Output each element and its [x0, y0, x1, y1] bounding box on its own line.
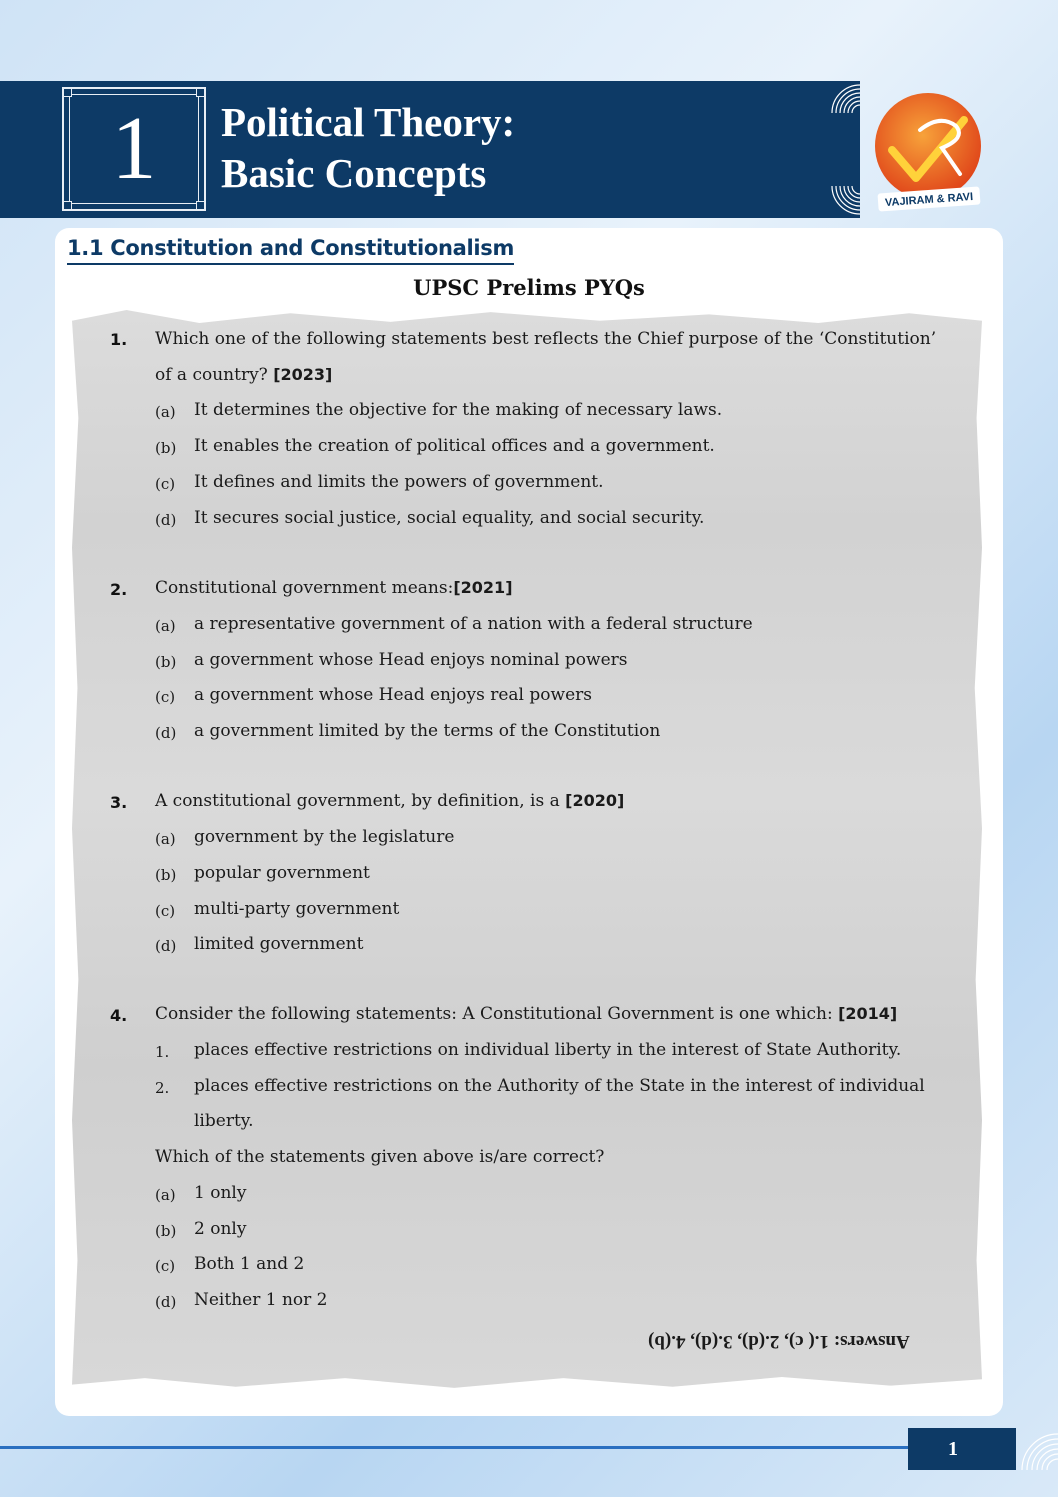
option-label: (b): [155, 866, 177, 884]
option-label: (d): [155, 1293, 177, 1311]
question-prompt: Which of the statements given above is/are correct?: [155, 1147, 605, 1167]
question-text: A constitutional government, by definition, is a [2020]: [155, 791, 625, 811]
swirl-ornament-icon: [1010, 1428, 1058, 1470]
option-text: It determines the objective for the making of necessary laws.: [194, 400, 723, 420]
chapter-number: 1: [111, 99, 157, 198]
logo-text: VAJIRAM & RAVI: [884, 190, 974, 210]
option-text: It defines and limits the powers of government.: [194, 472, 604, 492]
question-year: [2020]: [565, 791, 625, 810]
option-label: (a): [155, 617, 176, 635]
section-heading: 1.1 Constitution and Constitutionalism: [67, 236, 514, 265]
option-text: It secures social justice, social equality, and social security.: [194, 508, 705, 528]
chapter-title-line2: Basic Concepts: [221, 150, 487, 196]
question-year: [2014]: [838, 1004, 898, 1023]
question-text: Consider the following statements: A Constitutional Government is one which: [2014]: [155, 1004, 898, 1024]
chapter-title-line1: Political Theory:: [221, 99, 516, 145]
option-label: (c): [155, 475, 176, 493]
statement-label: 2.: [155, 1079, 170, 1097]
question-year: [2023]: [273, 365, 333, 384]
question-year: [2021]: [453, 578, 513, 597]
option-text: Neither 1 nor 2: [194, 1290, 328, 1310]
option-text: a government whose Head enjoys real powers: [194, 685, 592, 705]
option-text: 2 only: [194, 1219, 247, 1239]
question-text: Which one of the following statements best reflects the Chief purpose of the ‘Constitution’: [155, 329, 937, 349]
option-text: popular government: [194, 863, 370, 883]
question-number: 1.: [110, 330, 128, 349]
option-text: a representative government of a nation with a federal structure: [194, 614, 753, 634]
option-text: 1 only: [194, 1183, 247, 1203]
option-text: a government whose Head enjoys nominal powers: [194, 650, 628, 670]
statement-text-continued: liberty.: [194, 1111, 254, 1131]
option-label: (b): [155, 653, 177, 671]
option-label: (d): [155, 511, 177, 529]
option-label: (a): [155, 403, 176, 421]
option-text: limited government: [194, 934, 364, 954]
option-label: (c): [155, 1257, 176, 1275]
swirl-ornament-icon: [828, 81, 860, 113]
option-text: government by the legislature: [194, 827, 455, 847]
statement-text: places effective restrictions on the Authority of the State in the interest of individual: [194, 1076, 925, 1096]
chapter-number-frame: [62, 87, 206, 211]
vajiram-ravi-logo: [870, 90, 988, 212]
option-label: (d): [155, 937, 177, 955]
statement-text: places effective restrictions on individual liberty in the interest of State Authority.: [194, 1040, 902, 1060]
footer-rule: [0, 1446, 908, 1449]
option-label: (a): [155, 830, 176, 848]
statement-label: 1.: [155, 1043, 170, 1061]
question-number: 2.: [110, 580, 128, 599]
option-text: Both 1 and 2: [194, 1254, 305, 1274]
question-text-continued: of a country? [2023]: [155, 365, 333, 385]
option-text: It enables the creation of political offices and a government.: [194, 436, 715, 456]
question-text: Constitutional government means:[2021]: [155, 578, 513, 598]
option-label: (d): [155, 724, 177, 742]
option-label: (c): [155, 902, 176, 920]
option-label: (b): [155, 439, 177, 457]
option-text: a government limited by the terms of the Constitution: [194, 721, 661, 741]
question-number: 3.: [110, 793, 128, 812]
swirl-ornament-icon: [828, 186, 860, 218]
option-label: (c): [155, 688, 176, 706]
chapter-title: [221, 97, 515, 199]
answer-key-inverted: Answers: 1.( c), 2.(d), 3.(d), 4.(b): [648, 1331, 910, 1352]
pyq-title: UPSC Prelims PYQs: [413, 275, 645, 300]
page-number: 1: [948, 1437, 958, 1460]
option-label: (b): [155, 1222, 177, 1240]
question-number: 4.: [110, 1006, 128, 1025]
option-label: (a): [155, 1186, 176, 1204]
option-text: multi-party government: [194, 899, 400, 919]
